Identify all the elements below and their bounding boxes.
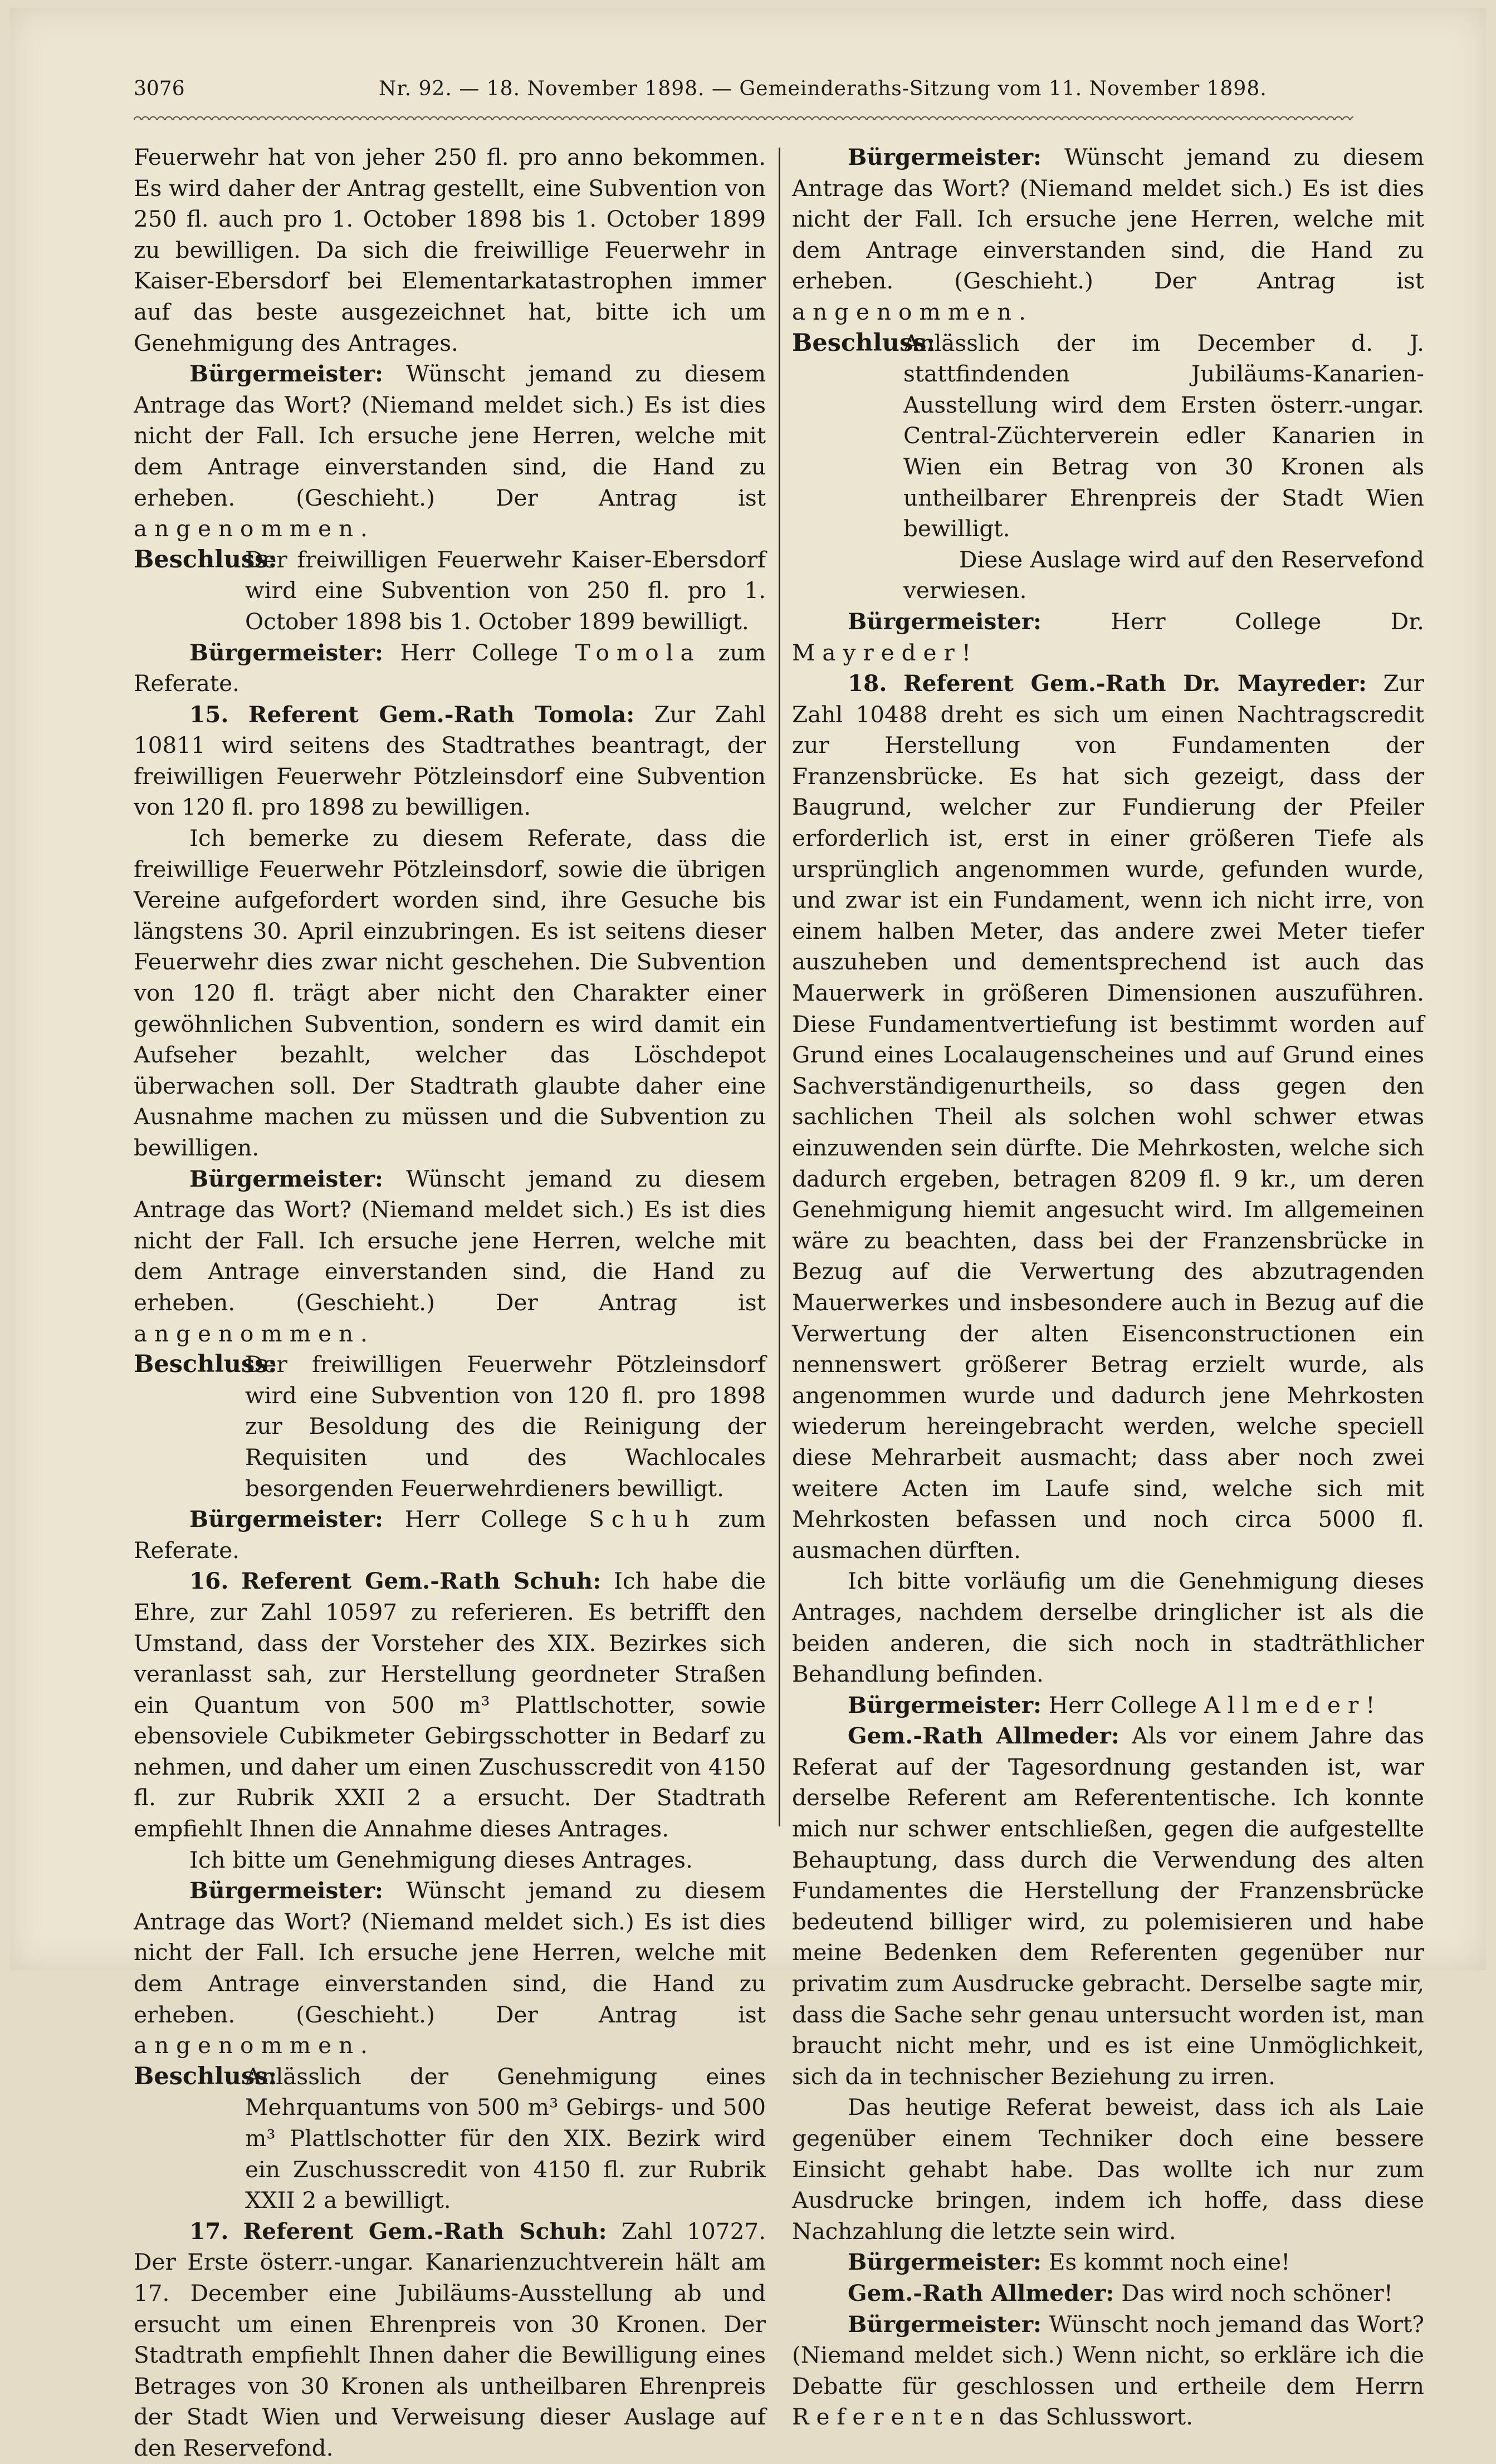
- speaker-label: Referent Gem.-Rath Schuh:: [241, 1567, 602, 1595]
- agenda-item-15: [134, 699, 766, 823]
- speech-text: Wünscht jemand zu diesem Antrage das Wort? (Niemand meldet sich.) Es ist dies nicht der Fall. Ich ersuche jene Herren, welche mit dem Antrage einverstanden sind, die Hand zu erheben. (Geschieht.) Der Antrag ist: [134, 1165, 766, 1316]
- item-number: 16.: [189, 1567, 229, 1595]
- speech-buergermeister: [792, 2309, 1424, 2433]
- item-number: 17.: [189, 2217, 229, 2245]
- resolution-text: Diese Auslage wird auf den Reservefond verwiesen.: [903, 546, 1424, 604]
- speech-text: Zur Zahl 10811 wird seitens des Stadtrathes beantragt, der freiwilligen Feuerwehr Pötzleinsdorf eine Subvention von 120 fl. pro 1898 zu bewilligen.: [134, 700, 766, 821]
- item-number: 15.: [189, 700, 229, 728]
- speaker-label: Gem.-Rath Allmeder:: [848, 1722, 1119, 1750]
- resolution-label: Beschluss:: [792, 329, 936, 357]
- speaker-label: Bürgermeister:: [848, 1691, 1042, 1718]
- speech-buergermeister: [134, 1164, 766, 1350]
- speaker-name: Referenten: [792, 2403, 992, 2431]
- item-number: 18.: [848, 670, 887, 697]
- speaker-label: Bürgermeister:: [189, 1877, 384, 1904]
- paragraph: Ich bitte vorläufig um die Genehmigung dieses Antrages, nachdem derselbe dringlicher ist als die beiden anderen, die sich noch in stadträthlicher Behandlung befinden.: [792, 1567, 1424, 1688]
- speech-gemeinderath: [792, 2278, 1424, 2309]
- speaker-label: Gem.-Rath Allmeder:: [848, 2279, 1114, 2306]
- speech-text: Zur Zahl 10488 dreht es sich um einen Nachtragscredit zur Herstellung von Fundamenten der Franzensbrücke. Es hat sich gezeigt, dass der Baugrund, welcher zur Fundierung der Pfeiler erforderlich ist, erst in einer größeren Tiefe als ursprünglich angenommen wurde, gefunden wurde, und zwar ist ein Fundament, wenn ich nicht irre, von einem halben Meter, das andere zwei Meter tiefer auszuheben und dementsprechend ist auch das Mauerwerk in größeren Dimensionen auszuführen. Diese Fundamentvertiefung ist bestimmt worden auf Grund eines Localaugenscheines und auf Grund eines Sachverständigenurtheils, so dass gegen den sachlichen Theil als solchen wohl schwer etwas einzuwenden sein dürfte. Die Mehrkosten, welche sich dadurch ergeben, betragen 8209 fl. 9 kr., um deren Genehmigung hiemit angesucht wird. Im allgemeinen wäre zu beachten, dass bei der Franzensbrücke in Bezug auf die Verwertung des abzutragenden Mauerwerkes und insbesondere auch in Bezug auf die Verwertung der alten Eisenconstructionen ein nennenswert größerer Betrag erzielt wurde, als angenommen wurde und dadurch jene Mehrkosten wiederum hereingebracht werden, welche speciell diese Mehrarbeit ausmacht; dass aber noch zwei weitere Acten im Laufe sind, welche sich mit Mehrkosten befassen und noch circa 5000 fl. ausmachen dürften.: [792, 670, 1425, 1564]
- speech-text: Wünscht jemand zu diesem Antrage das Wort? (Niemand meldet sich.) Es ist dies nicht der Fall. Ich ersuche jene Herren, welche mit dem Antrage einverstanden sind, die Hand zu erheben. (Geschieht.) Der Antrag ist: [792, 144, 1424, 295]
- speaker-name: Schuh: [589, 1506, 697, 1533]
- speaker-label: Referent Gem.-Rath Tomola:: [248, 700, 635, 728]
- resolution-label: Beschluss:: [134, 1350, 277, 1379]
- speaker-label: Bürgermeister:: [189, 639, 384, 666]
- speech-text: Herr College: [1048, 1691, 1197, 1718]
- speaker-label: Referent Gem.-Rath Dr. Mayreder:: [903, 670, 1367, 697]
- speaker-label: Bürgermeister:: [848, 2249, 1042, 2276]
- speech-buergermeister: [134, 359, 766, 545]
- speaker-label: Bürgermeister:: [189, 1165, 384, 1192]
- resolution-text: Der freiwilligen Feuerwehr Kaiser-Ebersdorf wird eine Subvention von 250 fl. pro 1. October 1898 bis 1. October 1899 bewilligt.: [245, 546, 766, 635]
- speech-buergermeister: [792, 606, 1424, 668]
- resolution-text: Der freiwilligen Feuerwehr Pötzleinsdorf wird eine Subvention von 120 fl. pro 1898 zur Besoldung des die Reinigung der Requisiten und des Wachlocales besorgenden Feuerwehrdieners bewilligt.: [245, 1351, 766, 1502]
- speaker-label: Bürgermeister:: [189, 360, 384, 388]
- speech-buergermeister: [792, 2247, 1424, 2278]
- speech-text: Herr College: [400, 639, 559, 666]
- result-word: angenommen.: [134, 1320, 375, 1347]
- speaker-name: Mayreder!: [792, 639, 978, 666]
- speech-buergermeister: [792, 1690, 1424, 1721]
- speaker-name: Tomola: [575, 639, 701, 666]
- speech-text: Herr College: [404, 1506, 568, 1533]
- speech-text: Wünscht jemand zu diesem Antrage das Wort? (Niemand meldet sich.) Es ist dies nicht der Fall. Ich ersuche jene Herren, welche mit dem Antrage einverstanden sind, die Hand zu erheben. (Geschieht.) Der Antrag ist: [134, 1877, 766, 2028]
- speech-text: zum Referate.: [134, 639, 766, 697]
- speaker-label: Referent Gem.-Rath Schuh:: [243, 2217, 607, 2245]
- speech-text: Als vor einem Jahre das Referat auf der Tagesordnung gestanden ist, war derselbe Referent am Referententische. Ich konnte mich nur schwer entschließen, gegen die aufgestellte Behauptung, dass durch die Verwendung des alten Fundamentes die Herstellung der Franzensbrücke bedeutend billiger wird, zu polemisieren und habe meine Bedenken dem Referenten gegenüber nur privatim zum Ausdrucke gebracht. Derselbe sagte mir, dass die Sache sehr genau untersucht worden ist, man braucht nicht mehr, und es ist eine Unmöglichkeit, sich da in technischer Beziehung zu irren.: [792, 1722, 1424, 2090]
- resolution-label: Beschluss:: [134, 2062, 277, 2090]
- speech-gemeinderath: [792, 1721, 1424, 2092]
- resolution-text: Anlässlich der Genehmigung eines Mehrquantums von 500 m³ Gebirgs- und 500 m³ Plattlschotter für den XIX. Bezirk wird ein Zuschusscredit von 4150 fl. zur Rubrik XXII 2 a bewilligt.: [245, 2063, 766, 2214]
- paragraph: Feuerwehr hat von jeher 250 fl. pro anno bekommen. Es wird daher der Antrag gestellt, eine Subvention von 250 fl. auch pro 1. October 1898 bis 1. October 1899 zu bewilligen. Da sich die freiwillige Feuerwehr in Kaiser-Ebersdorf bei Elementarkatastrophen immer auf das beste ausgezeichnet hat, bitte ich um Genehmigung des Antrages.: [134, 144, 766, 356]
- speech-text: Das wird noch schöner!: [1121, 2279, 1394, 2306]
- agenda-item-16: [134, 1566, 766, 1844]
- left-column: [134, 142, 766, 2464]
- page-header: [134, 75, 1353, 103]
- speech-text: Es kommt noch eine!: [1048, 2249, 1290, 2276]
- speech-buergermeister: [134, 1504, 766, 1566]
- speech-buergermeister: [792, 142, 1424, 328]
- paragraph: Das heutige Referat beweist, dass ich als Laie gegenüber einem Techniker doch eine bessere Einsicht gehabt habe. Das wollte ich nur zum Ausdrucke bringen, indem ich hoffe, dass diese Nachzahlung die letzte sein wird.: [792, 2094, 1424, 2245]
- paragraph: Ich bemerke zu diesem Referate, dass die freiwillige Feuerwehr Pötzleinsdorf, sowie die übrigen Vereine aufgefordert worden sind, ihre Gesuche bis längstens 30. April einzubringen. Es ist seitens dieser Feuerwehr dies zwar nicht geschehen. Die Subvention von 120 fl. trägt aber nicht den Charakter einer gewöhnlichen Subvention, sondern es wird damit ein Aufseher bezahlt, welcher das Löschdepot überwachen soll. Der Stadtrath glaubte daher eine Ausnahme machen zu müssen und die Subvention zu bewilligen.: [134, 825, 766, 1161]
- resolution: [134, 545, 766, 638]
- right-column: [792, 142, 1424, 2433]
- speaker-name: Allmeder!: [1204, 1691, 1382, 1718]
- speech-buergermeister: [134, 1875, 766, 2061]
- speech-text: Ich habe die Ehre, zur Zahl 10597 zu referieren. Es betrifft den Umstand, dass der Vorsteher des XIX. Bezirkes sich veranlasst sah, zur Herstellung geordneter Straßen ein Quantum von 500 m³ Plattlschotter, sowie ebensoviele Cubikmeter Gebirgsschotter in Bedarf zu nehmen, und daher um einen Zuschusscredit von 4150 fl. zur Rubrik XXII 2 a ersucht. Der Stadtrath empfiehlt Ihnen die Annahme dieses Antrages.: [134, 1567, 766, 1843]
- resolution-text: Anlässlich der im December d. J. stattfindenden Jubiläums-Kanarien-Ausstellung wird dem Ersten österr.-ungar. Central-Züchterverein edler Kanarien in Wien ein Betrag von 30 Kronen als untheilbarer Ehrenpreis der Stadt Wien bewilligt.: [903, 329, 1424, 542]
- speech-text: Zahl 10727. Der Erste österr.-ungar. Kanarienzuchtverein hält am 17. December eine Jubiläums-Ausstellung ab und ersucht um einen Ehrenpreis von 30 Kronen. Der Stadtrath empfiehlt Ihnen daher die Bewilligung eines Betrages von 30 Kronen als untheilbaren Ehrenpreis der Stadt Wien und Verweisung dieser Auslage auf den Reservefond.: [134, 2217, 766, 2461]
- speaker-label: Bürgermeister:: [848, 608, 1042, 635]
- speech-text: das Schlusswort.: [999, 2403, 1194, 2431]
- result-word: angenommen.: [134, 2032, 375, 2059]
- running-title: Nr. 92. — 18. November 1898. — Gemeinderaths-Sitzung vom 11. November 1898.: [379, 77, 1267, 100]
- agenda-item-18: [792, 668, 1424, 1566]
- speech-text: Wünscht jemand zu diesem Antrage das Wort? (Niemand meldet sich.) Es ist dies nicht der Fall. Ich ersuche jene Herren, welche mit dem Antrage einverstanden sind, die Hand zu erheben. (Geschieht.) Der Antrag ist: [134, 360, 766, 511]
- result-word: angenommen.: [134, 515, 375, 542]
- result-word: angenommen.: [792, 298, 1033, 325]
- header-wavy-rule: [134, 112, 1353, 120]
- resolution-label: Beschluss:: [134, 545, 277, 574]
- agenda-item-17: [134, 2216, 766, 2464]
- column-divider: [779, 148, 780, 1826]
- speech-text: zum Referate.: [134, 1506, 766, 1564]
- speaker-label: Bürgermeister:: [848, 144, 1042, 170]
- paragraph: Ich bitte um Genehmigung dieses Antrages.: [189, 1846, 693, 1873]
- resolution: [134, 2061, 766, 2216]
- resolution: [792, 328, 1424, 606]
- speech-text: Herr College Dr.: [1111, 608, 1424, 635]
- resolution: [134, 1349, 766, 1504]
- speaker-label: Bürgermeister:: [848, 2310, 1042, 2338]
- speech-buergermeister: [134, 638, 766, 699]
- speech-text: Wünscht noch jemand das Wort? (Niemand meldet sich.) Wenn nicht, so erkläre ich die Debatte für geschlossen und ertheile dem Herrn: [792, 2310, 1424, 2399]
- page-number: 3076: [134, 77, 185, 100]
- speaker-label: Bürgermeister:: [189, 1506, 384, 1533]
